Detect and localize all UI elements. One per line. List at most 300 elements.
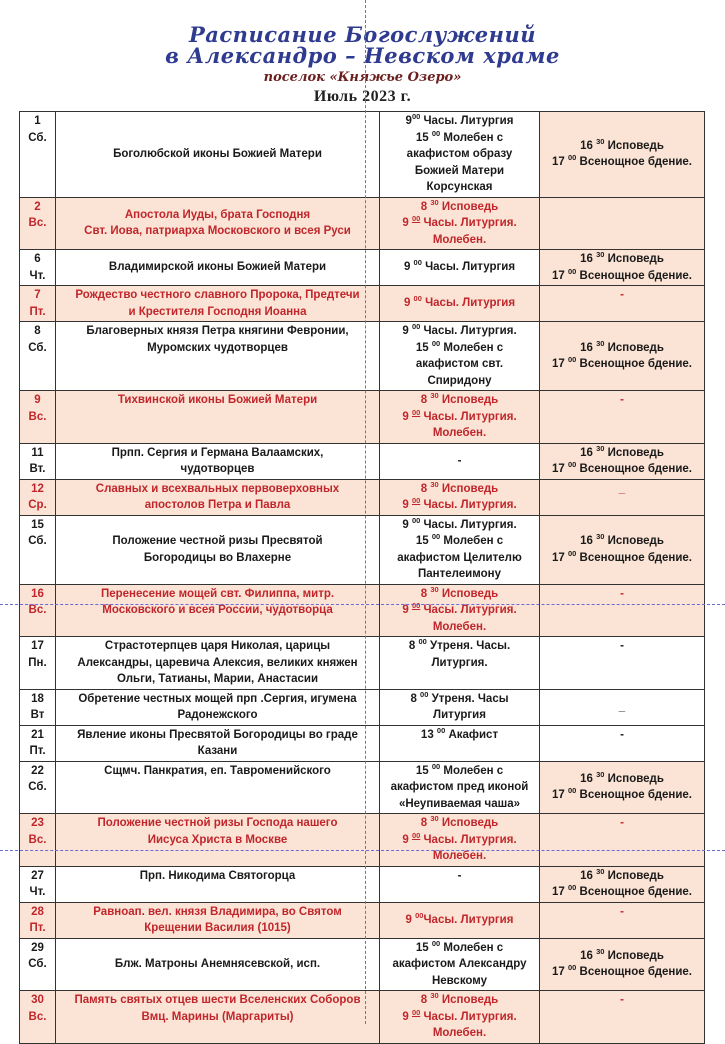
text-run: Исповедь	[438, 394, 499, 406]
schedule-row	[20, 991, 705, 1044]
schedule-row	[20, 197, 705, 250]
morning-service-cell	[380, 112, 540, 198]
service-line	[542, 771, 702, 788]
feast-line: Иисуса Христа в Москве	[147, 833, 288, 846]
service-line	[382, 533, 537, 550]
text-run: Утреня. Часы	[428, 692, 509, 705]
fold-line-horizontal	[0, 604, 725, 605]
evening-service-cell	[540, 322, 705, 391]
text-run: Исповедь	[604, 446, 664, 459]
service-line	[542, 904, 702, 921]
month-label: Июль 2023 г.	[313, 88, 412, 105]
time-superscript: 00	[415, 910, 424, 920]
evening-service-cell	[540, 938, 705, 991]
time-superscript: 00	[568, 786, 577, 796]
text-run: акафистом пред иконой	[390, 781, 529, 793]
service-line	[382, 373, 537, 390]
text-run: -	[620, 640, 624, 652]
day-of-week: Ср.	[28, 499, 47, 511]
text-run: -	[457, 454, 462, 467]
time-superscript: 30	[430, 479, 439, 489]
text-run: -	[620, 289, 624, 301]
text-run: 16	[580, 341, 597, 354]
text-run: акафистом образу	[406, 148, 513, 160]
text-run: Исповедь	[604, 772, 664, 785]
schedule-row	[20, 725, 705, 761]
morning-service-cell	[380, 991, 540, 1044]
time-superscript: 30	[430, 814, 439, 823]
text-run: 16	[580, 535, 597, 547]
service-line	[542, 727, 702, 744]
service-line	[542, 586, 702, 603]
date-cell	[20, 866, 56, 902]
service-line	[382, 815, 537, 832]
service-line	[382, 727, 537, 744]
service-line	[382, 497, 537, 514]
text-run: Утреня. Часы.	[426, 640, 511, 652]
day-number: 12	[31, 482, 44, 495]
schedule-row	[20, 112, 705, 198]
text-run: _	[618, 700, 626, 713]
time-superscript: 30	[596, 866, 605, 876]
day-number: 28	[31, 905, 44, 918]
text-run: 9	[403, 297, 414, 310]
text-run: 9	[402, 833, 412, 846]
evening-service-cell	[540, 584, 705, 637]
day-number: 7	[34, 289, 41, 301]
text-run: 16	[580, 772, 597, 785]
text-run: 9	[402, 410, 412, 423]
text-run: -	[620, 728, 624, 741]
feast-line: Благоверных князя Петра княгини Февронии,	[86, 325, 349, 337]
evening-service-cell	[540, 761, 705, 814]
schedule-row	[20, 584, 705, 637]
text-run: Всенощное бдение.	[576, 358, 692, 370]
date-cell	[20, 197, 56, 250]
time-superscript: 00	[568, 548, 577, 558]
service-line	[382, 295, 537, 312]
text-run: Всенощное бдение.	[576, 463, 692, 475]
text-run: 15	[415, 535, 432, 547]
text-run: 16	[580, 949, 597, 962]
text-run: Часы. Литургия	[420, 115, 514, 127]
time-superscript: 00	[411, 830, 421, 840]
text-run: Невскому	[431, 974, 488, 987]
schedule-row	[20, 515, 705, 584]
time-superscript: 00	[431, 532, 441, 541]
feast-line: Казани	[197, 745, 238, 757]
text-run: Литургия	[433, 709, 486, 721]
feast-line: апостолов Петра и Павла	[144, 499, 291, 511]
schedule-row	[20, 866, 705, 902]
day-of-week: Вс.	[28, 604, 47, 616]
service-line	[382, 323, 537, 340]
time-superscript: 00	[436, 725, 446, 735]
morning-service-cell	[380, 515, 540, 584]
day-number: 23	[31, 817, 44, 829]
morning-service-cell	[380, 584, 540, 637]
service-line	[382, 796, 537, 813]
time-superscript: 30	[596, 443, 605, 453]
schedule-body	[20, 112, 705, 1044]
service-line	[382, 340, 537, 357]
text-run: 9	[402, 325, 412, 337]
text-run: Часы. Литургия	[421, 297, 516, 310]
text-run: 9	[405, 913, 416, 926]
feast-cell	[56, 991, 380, 1044]
feast-cell	[56, 443, 380, 479]
service-line	[382, 259, 537, 276]
time-superscript: 30	[430, 991, 439, 1000]
evening-service-cell	[540, 991, 705, 1044]
text-run: 15	[415, 341, 432, 354]
text-run: 9	[405, 115, 412, 127]
feast-line: Рождество честного славного Пророка, Предтечи	[75, 289, 360, 301]
text-run: Исповедь	[604, 869, 664, 882]
text-run: 15	[415, 764, 432, 777]
feast-cell	[56, 197, 380, 250]
morning-service-cell	[380, 866, 540, 902]
service-line	[382, 655, 537, 672]
text-run: 8	[408, 640, 419, 652]
service-line	[382, 146, 537, 163]
text-run: Молебен.	[432, 233, 487, 246]
feast-line: Свт. Иова, патриарха Московского и всея Руси	[84, 225, 351, 238]
text-run: _	[618, 482, 626, 495]
date-cell	[20, 515, 56, 584]
service-line	[542, 356, 702, 373]
evening-service-cell	[540, 112, 705, 198]
feast-line: Тихвинской иконы Божией Матери	[117, 394, 318, 406]
feast-line: Муромских чудотворцев	[147, 341, 288, 354]
text-run: Часы. Литургия.	[420, 410, 517, 423]
schedule-row	[20, 902, 705, 938]
time-superscript: 30	[430, 391, 439, 400]
day-number: 18	[31, 692, 44, 705]
time-superscript: 00	[411, 601, 421, 610]
day-of-week: Вт	[30, 709, 45, 721]
text-run: «Неупиваемая чаша»	[398, 797, 521, 810]
text-run: 17	[552, 789, 568, 802]
feast-cell	[56, 814, 380, 867]
text-run: Всенощное бдение.	[576, 966, 692, 979]
feast-line: Память святых отцев шести Вселенских Соборов	[74, 994, 361, 1006]
day-of-week: Вс.	[28, 217, 47, 229]
day-of-week: Сб.	[28, 958, 47, 970]
evening-service-cell	[540, 391, 705, 444]
text-run: 16	[580, 446, 597, 459]
time-superscript: 00	[411, 112, 421, 121]
service-line	[542, 340, 702, 357]
service-line	[382, 638, 537, 655]
text-run: Исповедь	[604, 139, 664, 152]
service-line	[382, 163, 537, 180]
service-line	[542, 787, 702, 804]
morning-service-cell	[380, 761, 540, 814]
feast-cell	[56, 250, 380, 286]
service-line	[382, 779, 537, 796]
day-of-week: Пн.	[28, 656, 47, 669]
text-run: 8	[420, 994, 431, 1006]
time-superscript: 00	[411, 407, 421, 417]
service-line	[382, 453, 537, 470]
service-line	[542, 884, 702, 901]
morning-service-cell	[380, 814, 540, 867]
evening-service-cell	[540, 689, 705, 725]
feast-line: Богородицы во Влахерне	[143, 551, 292, 564]
feast-cell	[56, 725, 380, 761]
day-number: 6	[34, 253, 41, 265]
time-superscript: 00	[431, 338, 441, 348]
date-cell	[20, 902, 56, 938]
date-cell	[20, 391, 56, 444]
service-line	[542, 815, 702, 832]
schedule-table	[19, 111, 705, 1044]
service-line	[382, 1009, 537, 1026]
time-superscript: 00	[431, 128, 441, 138]
service-line	[382, 425, 537, 442]
service-line	[382, 179, 537, 196]
service-line	[542, 638, 702, 655]
text-run: -	[620, 905, 624, 918]
day-of-week: Сб.	[28, 341, 47, 354]
feast-line: Боголюбской иконы Божией Матери	[113, 148, 322, 160]
day-number: 22	[31, 764, 44, 777]
text-run: Молебен.	[432, 1027, 487, 1039]
text-run: Исповедь	[604, 253, 664, 265]
service-line	[542, 948, 702, 965]
feast-line: Вмц. Марины (Маргариты)	[141, 1010, 294, 1023]
evening-service-cell	[540, 515, 705, 584]
text-run: 17	[552, 966, 568, 979]
text-run: Часы. Литургия.	[420, 325, 517, 337]
time-superscript: 30	[596, 946, 605, 956]
text-run: Молебен.	[432, 620, 487, 633]
feast-line: Положение честной ризы Господа нашего	[97, 817, 338, 829]
text-run: Корсунская	[426, 181, 493, 193]
fold-line-vertical	[365, 0, 366, 1024]
schedule-row	[20, 391, 705, 444]
feast-line: Страстотерпцев царя Николая, царицы	[104, 640, 331, 652]
time-superscript: 00	[411, 496, 421, 505]
text-run: Спиридону	[427, 374, 492, 387]
feast-line: Крещении Василия (1015)	[144, 922, 291, 934]
service-line	[382, 566, 537, 583]
title-line-2: в Александро – Невском храме	[165, 43, 560, 68]
day-of-week: Вс.	[28, 410, 47, 423]
text-run: Исповедь	[438, 200, 499, 213]
service-line	[542, 992, 702, 1009]
day-of-week: Вт.	[29, 463, 46, 475]
text-run: 8	[420, 817, 431, 829]
feast-cell	[56, 761, 380, 814]
time-superscript: 00	[568, 883, 577, 892]
date-cell	[20, 112, 56, 198]
day-number: 15	[31, 518, 44, 531]
feast-line: Славных и всехвальных первоверховных	[95, 482, 340, 495]
service-line	[382, 707, 537, 724]
service-line	[382, 409, 537, 426]
service-line	[382, 550, 537, 567]
text-run: 8	[410, 692, 421, 705]
morning-service-cell	[380, 637, 540, 690]
time-superscript: 00	[411, 515, 421, 525]
schedule-row	[20, 637, 705, 690]
feast-line: Положение честной ризы Пресвятой	[112, 535, 323, 547]
time-superscript: 00	[568, 266, 577, 276]
service-line	[542, 699, 702, 716]
text-run: Молебен с	[440, 764, 504, 777]
time-superscript: 00	[568, 963, 577, 973]
date-cell	[20, 250, 56, 286]
text-run: Часы. Литургия.	[420, 217, 517, 229]
time-superscript: 30	[596, 250, 605, 259]
service-line	[542, 533, 702, 550]
feast-cell	[56, 112, 380, 198]
text-run: 8	[420, 587, 431, 600]
morning-service-cell	[380, 689, 540, 725]
text-run: Исповедь	[604, 341, 664, 354]
text-run: 17	[552, 156, 568, 169]
text-run: Исповедь	[438, 994, 499, 1006]
day-of-week: Вс.	[28, 1010, 47, 1023]
text-run: Молебен с	[440, 941, 504, 954]
day-of-week: Пт.	[29, 745, 46, 757]
service-line	[542, 251, 702, 268]
text-run: Божией Матери	[414, 164, 505, 177]
day-of-week: Сб.	[28, 131, 47, 144]
service-line	[382, 356, 537, 373]
service-line	[542, 392, 702, 409]
text-run: -	[620, 587, 624, 600]
feast-line: Прп. Никодима Святогорца	[139, 869, 296, 882]
date-cell	[20, 322, 56, 391]
time-superscript: 00	[413, 294, 422, 304]
morning-service-cell	[380, 391, 540, 444]
feast-line: Апостола Иуды, брата Господня	[124, 208, 311, 221]
text-run: Всенощное бдение.	[576, 156, 692, 169]
text-run: 9	[402, 217, 412, 229]
feast-line: Радонежского	[177, 709, 258, 721]
text-run: Часы. Литургия.	[420, 1010, 517, 1023]
text-run: Молебен с	[440, 131, 504, 144]
text-run: 16	[580, 869, 597, 882]
service-line	[542, 154, 702, 171]
text-run: 16	[580, 139, 597, 152]
feast-line: Александры, царевича Алексия, великих княжен	[77, 656, 358, 669]
feast-line: Сщмч. Панкратия, еп. Тавроменийского	[104, 764, 331, 777]
schedule-row	[20, 479, 705, 515]
morning-service-cell	[380, 938, 540, 991]
time-superscript: 00	[568, 460, 577, 469]
text-run: 9	[402, 1010, 412, 1023]
text-run: 9	[402, 499, 412, 511]
text-run: -	[620, 394, 624, 406]
service-line	[382, 868, 537, 885]
service-line	[382, 130, 537, 147]
text-run: Акафист	[445, 728, 499, 741]
text-run: Часы. Литургия.	[420, 833, 517, 846]
text-run: Исповедь	[604, 535, 664, 547]
text-run: -	[620, 817, 624, 829]
text-run: 17	[552, 269, 568, 282]
evening-service-cell	[540, 443, 705, 479]
time-superscript: 30	[430, 584, 439, 594]
time-superscript: 00	[411, 322, 421, 331]
text-run: Всенощное бдение.	[576, 789, 692, 802]
morning-service-cell	[380, 479, 540, 515]
feast-cell	[56, 902, 380, 938]
text-run: Всенощное бдение.	[576, 886, 692, 898]
morning-service-cell	[380, 197, 540, 250]
time-superscript: 30	[596, 769, 605, 779]
service-line	[382, 992, 537, 1009]
feast-cell	[56, 286, 380, 322]
date-cell	[20, 286, 56, 322]
text-run: Исповедь	[438, 587, 499, 600]
schedule-row	[20, 250, 705, 286]
date-cell	[20, 637, 56, 690]
service-line	[542, 138, 702, 155]
text-run: 9	[402, 518, 412, 531]
morning-service-cell	[380, 443, 540, 479]
time-superscript: 30	[430, 197, 439, 207]
day-of-week: Пт.	[29, 922, 46, 934]
date-cell	[20, 584, 56, 637]
service-line	[382, 392, 537, 409]
title-line-1: Расписание Богослужений	[189, 22, 536, 47]
schedule-row	[20, 322, 705, 391]
service-line	[542, 461, 702, 478]
service-line	[382, 517, 537, 534]
schedule-row	[20, 286, 705, 322]
date-cell	[20, 443, 56, 479]
service-line	[382, 619, 537, 636]
time-superscript: 30	[596, 532, 605, 541]
day-of-week: Чт.	[29, 886, 46, 898]
time-superscript: 00	[413, 258, 422, 268]
day-number: 29	[31, 941, 44, 954]
schedule-row	[20, 443, 705, 479]
day-number: 21	[31, 728, 44, 741]
service-line	[542, 964, 702, 981]
feast-cell	[56, 584, 380, 637]
service-line	[382, 763, 537, 780]
morning-service-cell	[380, 902, 540, 938]
date-cell	[20, 938, 56, 991]
time-superscript: 00	[568, 153, 577, 163]
service-line	[542, 445, 702, 462]
service-line	[382, 940, 537, 957]
text-run: 17	[552, 551, 568, 564]
date-cell	[20, 479, 56, 515]
text-run: Молебен.	[432, 427, 487, 439]
day-of-week: Сб.	[28, 535, 47, 547]
schedule-row	[20, 938, 705, 991]
feast-line: Обретение честных мощей прп .Сергия, игумена	[78, 692, 357, 705]
feast-line: Равноап. вел. князя Владимира, во Святом	[93, 905, 342, 918]
text-run: 17	[552, 886, 568, 898]
morning-service-cell	[380, 250, 540, 286]
time-superscript: 00	[431, 938, 441, 948]
text-run: 8	[420, 394, 431, 406]
feast-line: чудотворцев	[180, 463, 255, 475]
service-line	[382, 215, 537, 232]
feast-line: Блж. Матроны Анемнясевской, исп.	[114, 958, 321, 970]
day-number: 8	[34, 325, 41, 337]
service-line	[542, 868, 702, 885]
day-number: 2	[34, 200, 41, 213]
